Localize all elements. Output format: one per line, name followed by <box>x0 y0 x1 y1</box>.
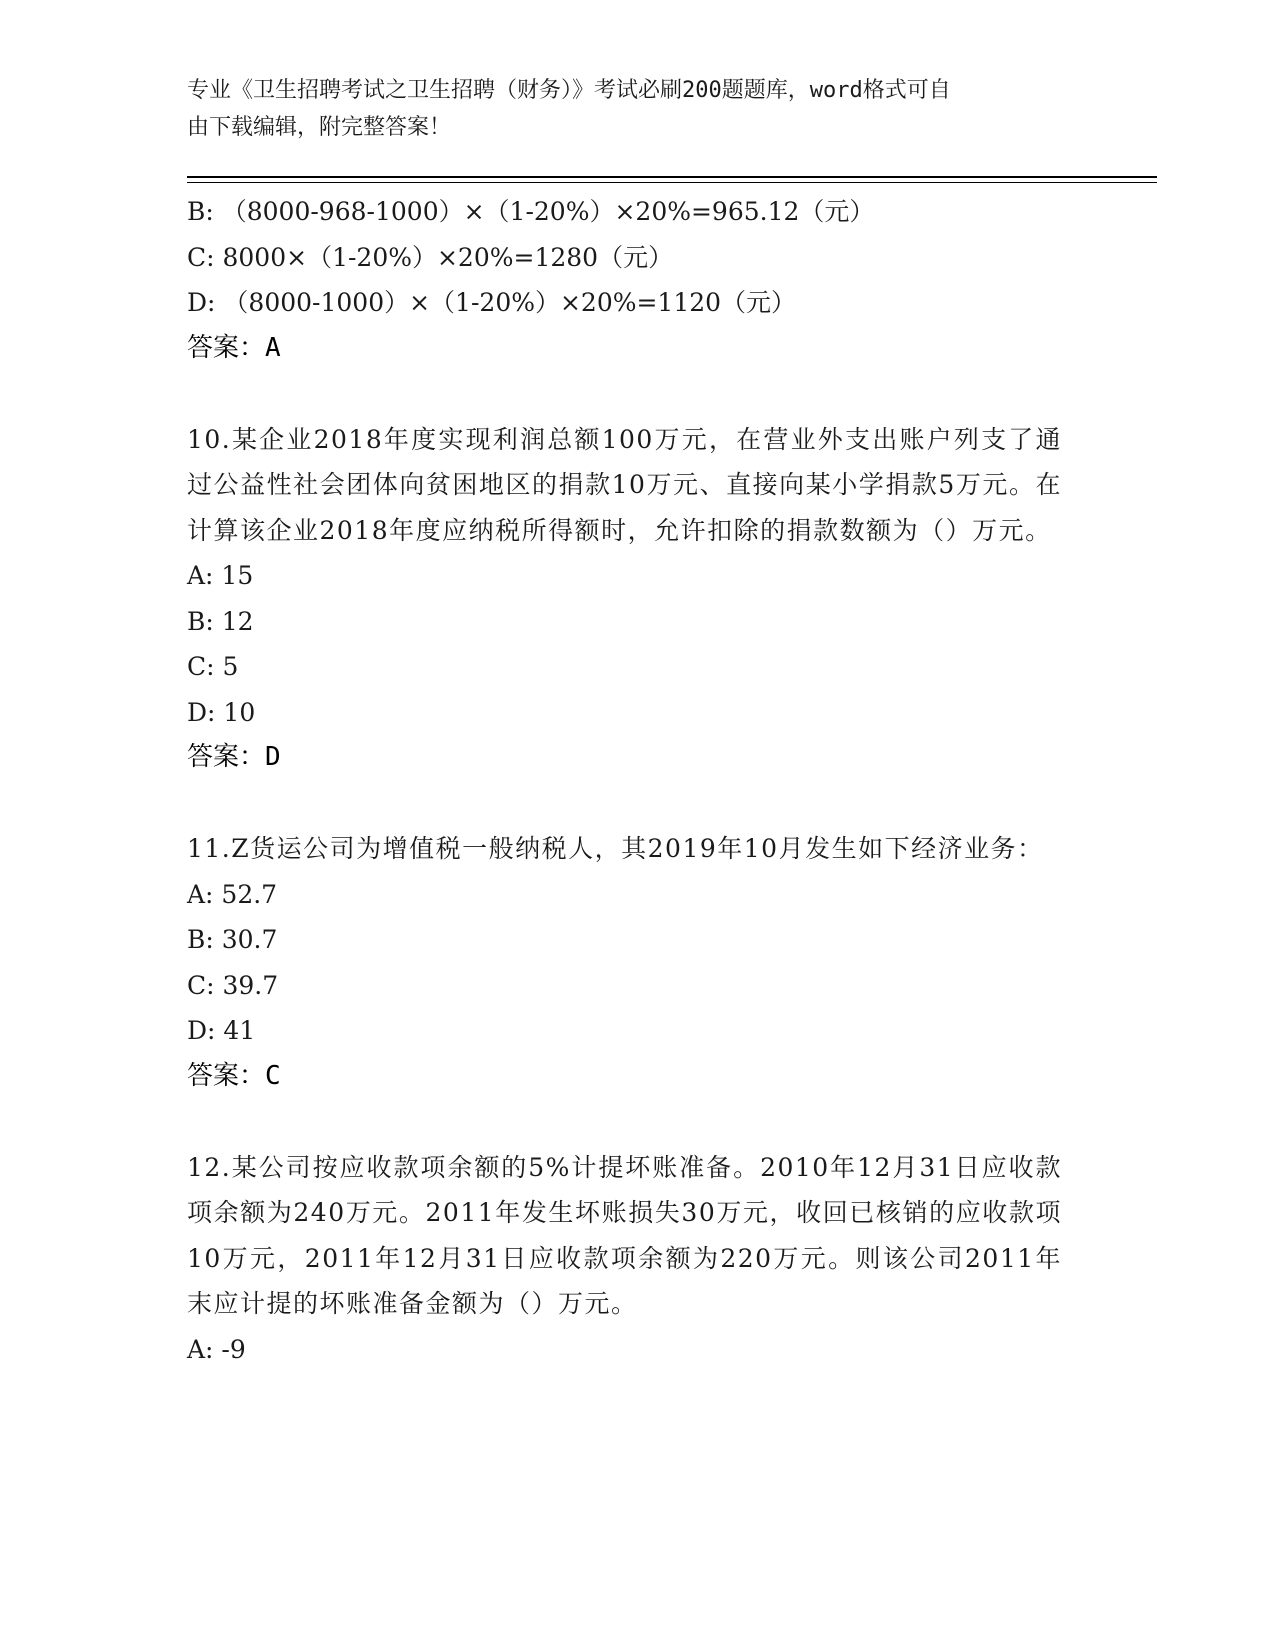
answer: 答案：A <box>187 332 281 363</box>
question-content <box>187 189 1087 1372</box>
option-d: D: 10 <box>187 697 256 727</box>
header-divider-thin <box>187 182 1157 183</box>
option-a: A: 52.7 <box>187 879 278 909</box>
question-10 <box>187 417 1087 781</box>
option-d: D: （8000-1000）×（1-20%）×20%=1120（元） <box>187 288 797 317</box>
option-b: B: （8000-968-1000）×（1-20%）×20%=965.12（元） <box>187 197 875 226</box>
question-stem: 10.某企业2018年度实现利润总额100万元，在营业外支出账户列支了通过公益性社会团体向贫困地区的捐款10万元、直接向某小学捐款5万元。在计算该企业2018年度应纳税所得额时，允许扣除的捐款数额为（）万元。 <box>187 424 1062 545</box>
header-title-line-2: 由下载编辑，附完整答案！ <box>187 115 452 140</box>
option-d: D: 41 <box>187 1016 256 1045</box>
option-b: B: 30.7 <box>187 925 278 954</box>
question-12 <box>187 1145 1087 1373</box>
header-divider-thick <box>187 176 1157 178</box>
option-c: C: 5 <box>187 652 239 681</box>
header-title-line-1: 专业《卫生招聘考试之卫生招聘（财务）》考试必刷200题题库，word格式可自 <box>187 78 951 103</box>
question-stem: 12.某公司按应收款项余额的5%计提坏账准备。2010年12月31日应收款项余额为240万元。2011年发生坏账损失30万元，收回已核销的应收款项10万元，2011年12月31日应收款项余额为220万元。则该公司2011年末应计提的坏账准备金额为（）万元。 <box>187 1152 1062 1318</box>
document-header <box>187 72 1067 146</box>
option-a: A: -9 <box>187 1334 246 1364</box>
option-c: C: 39.7 <box>187 970 279 1000</box>
answer: 答案：D <box>187 742 281 772</box>
spacer <box>187 781 1087 827</box>
option-a: A: 15 <box>187 561 254 590</box>
spacer <box>187 371 1087 417</box>
question-9-continued <box>187 189 1087 371</box>
answer: 答案：C <box>187 1060 281 1091</box>
spacer <box>187 1099 1087 1145</box>
option-c: C: 8000×（1-20%）×20%=1280（元） <box>187 242 674 272</box>
question-11 <box>187 826 1087 1099</box>
question-stem: 11.Z货运公司为增值税一般纳税人，其2019年10月发生如下经济业务： <box>187 834 1044 863</box>
option-b: B: 12 <box>187 606 254 636</box>
